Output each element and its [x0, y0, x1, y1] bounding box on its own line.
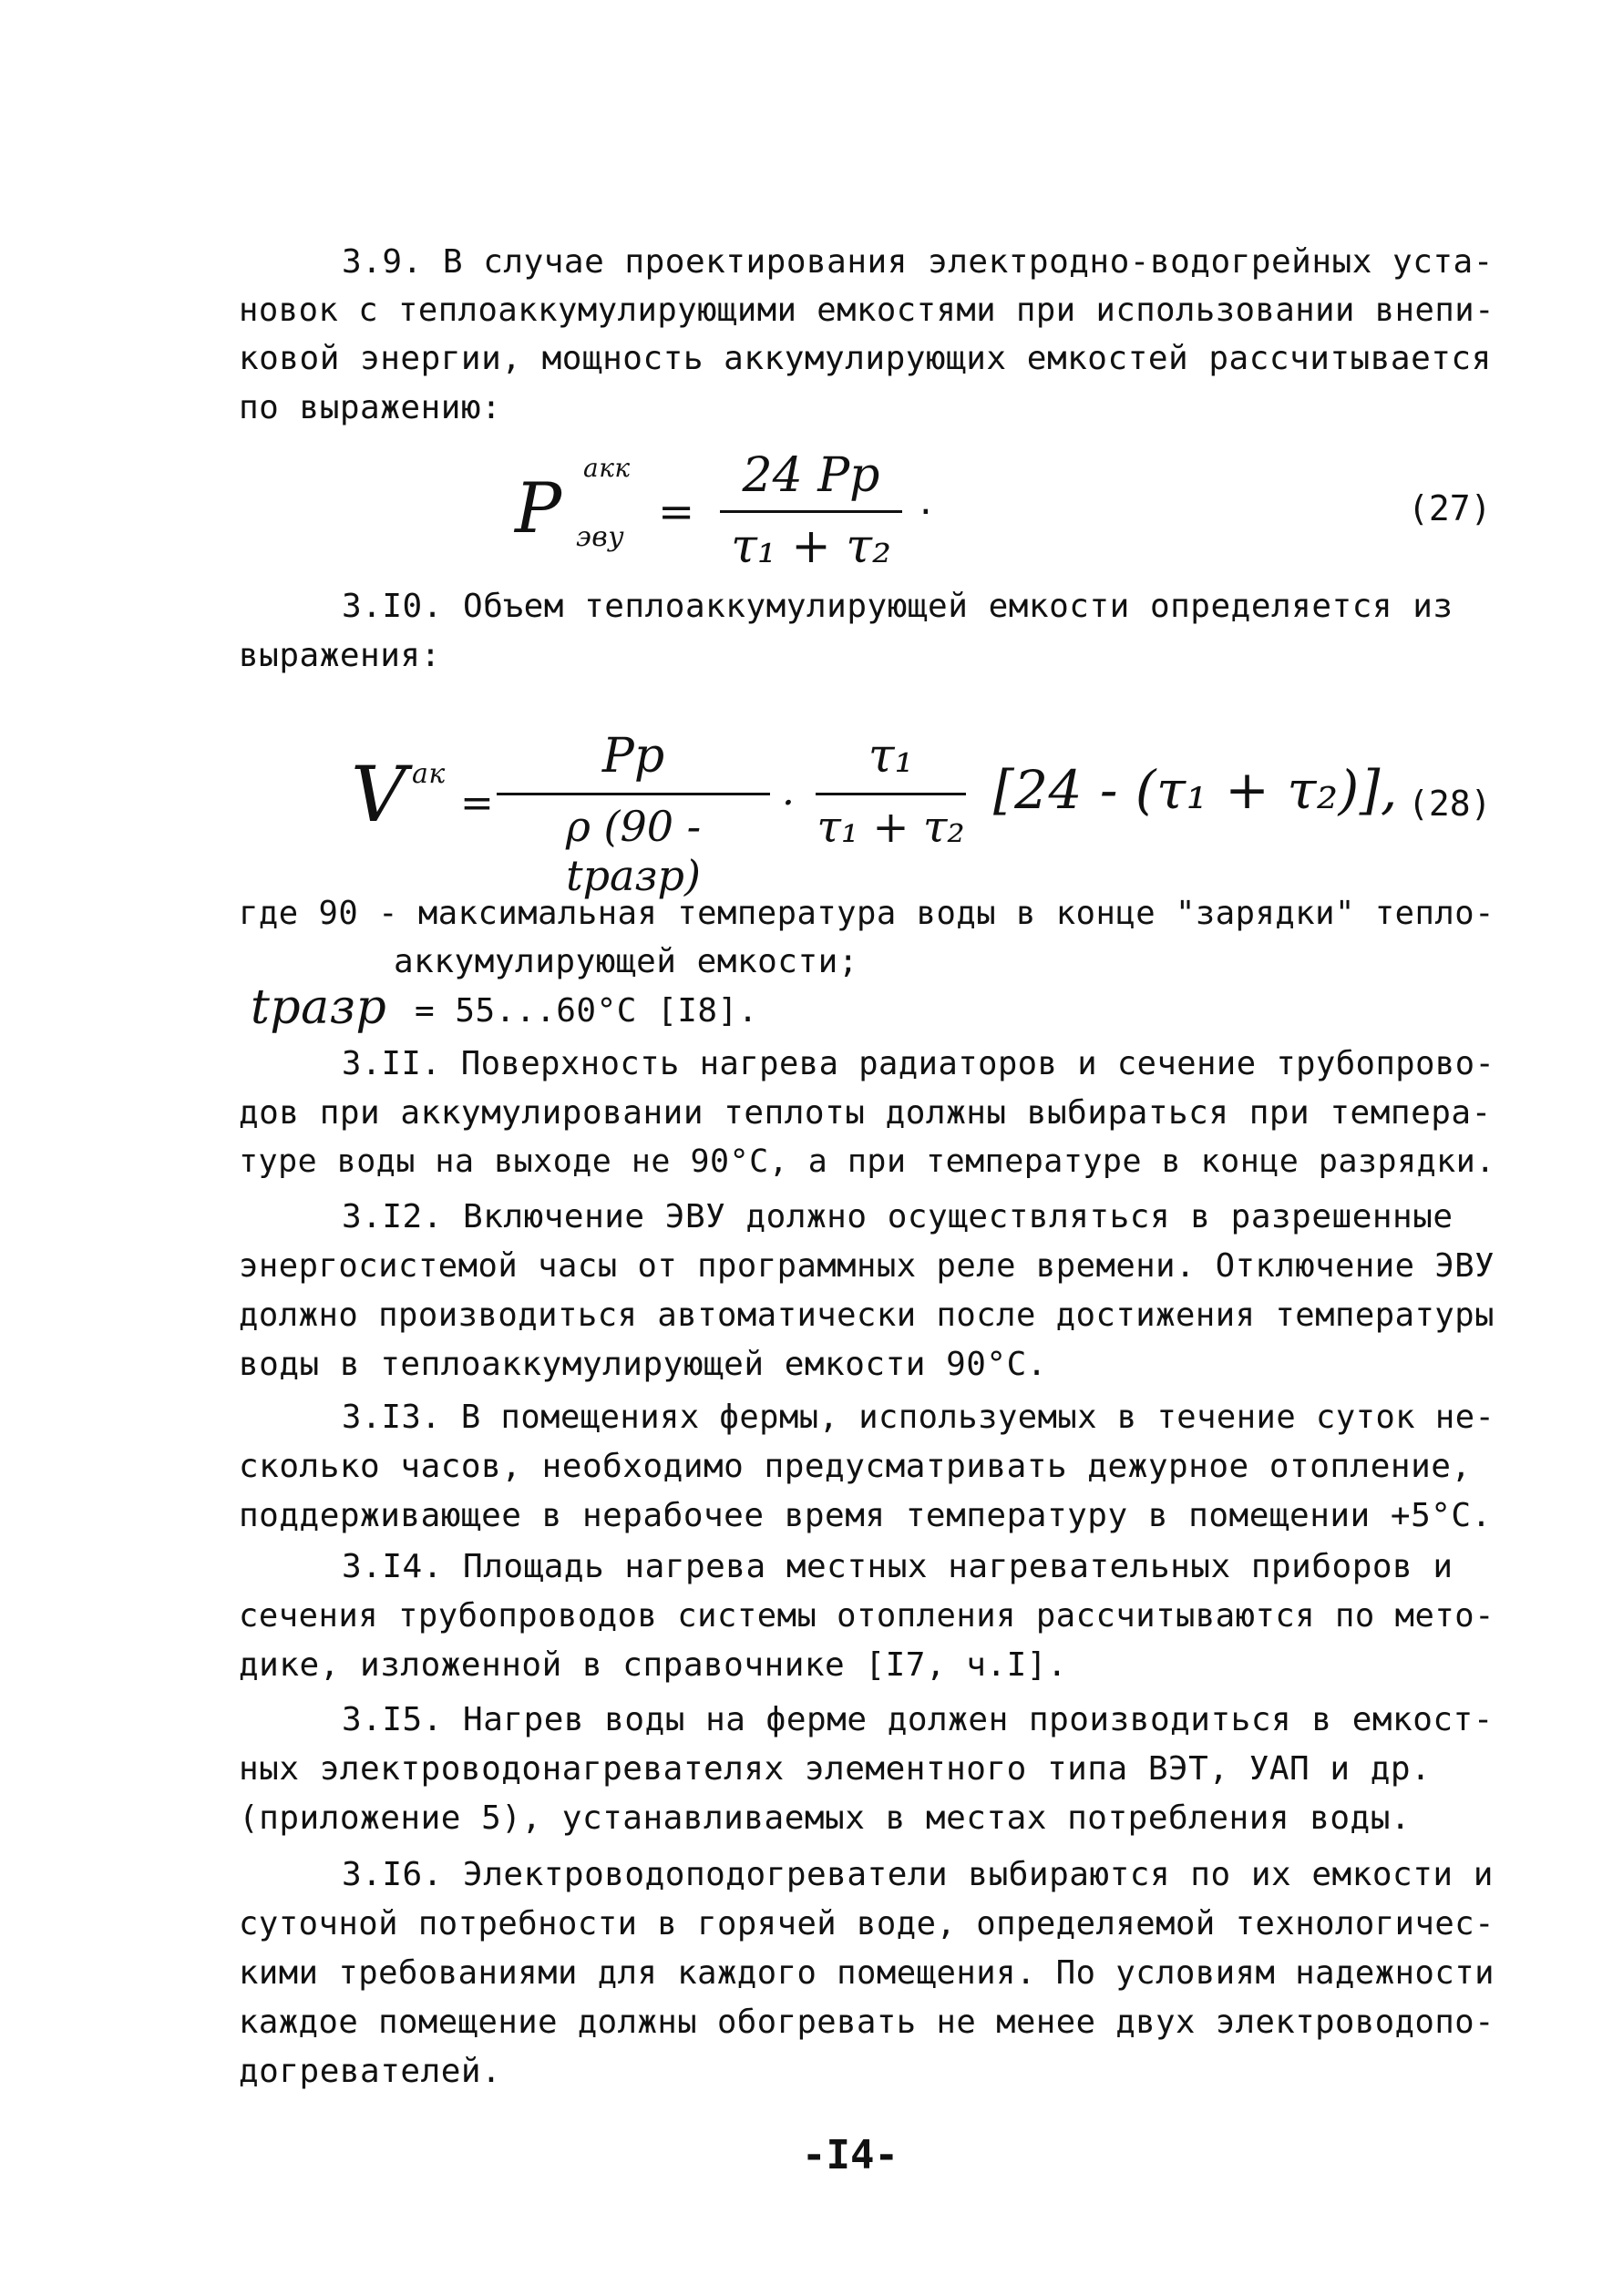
p311-line2: дов при аккумулировании теплоты должны выбираться при темпера- [239, 1094, 1492, 1132]
f28-dot: · [782, 780, 796, 826]
p312-line1: 3.I2. Включение ЭВУ должно осуществляться в разрешенные [342, 1198, 1454, 1235]
t-symbol: tразр [251, 980, 387, 1035]
f28-bracket: [24 - (τ₁ + τ₂)], [993, 759, 1398, 821]
p311-line3: туре воды на выходе не 90°С, а при температуре в конце разрядки. [239, 1143, 1495, 1180]
f27-lhs-main: P [515, 467, 562, 548]
p316-line5: догревателей. [239, 2053, 502, 2090]
where-line1: где 90 - максимальная температура воды в конце "зарядки" тепло- [239, 895, 1495, 932]
p314-line3: дике, изложенной в справочнике [I7, ч.I]. [239, 1646, 1068, 1684]
p316-line4: каждое помещение должны обогревать не менее двух электроводопо- [239, 2004, 1495, 2041]
f27-equals: = [658, 487, 695, 538]
f28-frac2-den: τ₁ + τ₂ [817, 802, 965, 853]
p315-line3: (приложение 5), устанавливаемых в местах потребления воды. [239, 1799, 1412, 1837]
p312-line4: воды в теплоаккумулирующей емкости 90°С. [239, 1346, 1047, 1383]
p315-line2: ных электроводонагревателях элементного типа ВЭТ, УАП и др. [239, 1750, 1432, 1788]
f27-trail: . [916, 485, 937, 522]
p313-line3: поддерживающее в нерабочее время температуру в помещении +5°С. [239, 1497, 1492, 1534]
p310-line2: выражения: [239, 637, 441, 674]
f28-number: (28) [1408, 784, 1492, 824]
f27-lhs-sub: эву [576, 521, 625, 553]
p315-line1: 3.I5. Нагрев воды на ферме должен производиться в емкост- [342, 1701, 1494, 1738]
p39-line3: ковой энергии, мощность аккумулирующих емкостей рассчитывается [239, 340, 1492, 377]
p313-line1: 3.I3. В помещениях фермы, используемых в течение суток не- [342, 1399, 1495, 1436]
f27-numerator: 24 Pр [742, 448, 880, 503]
t-value: = 55...60°С [I8]. [415, 992, 758, 1030]
f28-frac2-num: τ₁ [868, 729, 914, 784]
page-number: -I4- [802, 2132, 899, 2178]
f28-equals: = [460, 780, 495, 826]
f27-denominator: τ₁ + τ₂ [731, 519, 891, 574]
p312-line3: должно производиться автоматически после достижения температуры [239, 1297, 1495, 1334]
f28-lhs-sup: ак [412, 758, 446, 790]
p39-line4: по выражению: [239, 389, 502, 426]
f28-frac2-bar [816, 793, 966, 795]
f28-lhs-main: V [351, 750, 407, 839]
p313-line2: сколько часов, необходимо предусматривать дежурное отопление, [239, 1448, 1472, 1485]
p311-line1: 3.II. Поверхность нагрева радиаторов и сечение трубопрово- [342, 1045, 1495, 1082]
p316-line3: кими требованиями для каждого помещения. По условиям надежности [239, 1954, 1495, 1992]
p310-line1: 3.I0. Объем теплоаккумулирующей емкости определяется из [342, 588, 1454, 625]
f28-frac1-num: Pр [601, 729, 665, 784]
p312-line2: энергосистемой часы от программных реле времени. Отключение ЭВУ [239, 1247, 1495, 1285]
f27-number: (27) [1408, 488, 1492, 528]
f28-frac1-den: ρ (90 - tразр) [565, 802, 702, 900]
where-line2: аккумулирующей емкости; [394, 943, 858, 980]
p39-line2: новок с теплоаккумулирующими емкостями при использовании внепи- [239, 292, 1495, 329]
p314-line1: 3.I4. Площадь нагрева местных нагревательных приборов и [342, 1548, 1454, 1585]
f27-lhs-sup: акк [583, 453, 631, 483]
f28-frac1-bar [497, 793, 770, 795]
p316-line1: 3.I6. Электроводоподогреватели выбираются по их емкости и [342, 1856, 1494, 1893]
p39-line1: 3.9. В случае проектирования электродно-водогрейных уста- [342, 243, 1494, 281]
p314-line2: сечения трубопроводов системы отопления рассчитываются по мето- [239, 1597, 1495, 1635]
p316-line2: суточной потребности в горячей воде, определяемой технологичес- [239, 1905, 1495, 1942]
f27-fraction-bar [720, 510, 902, 513]
